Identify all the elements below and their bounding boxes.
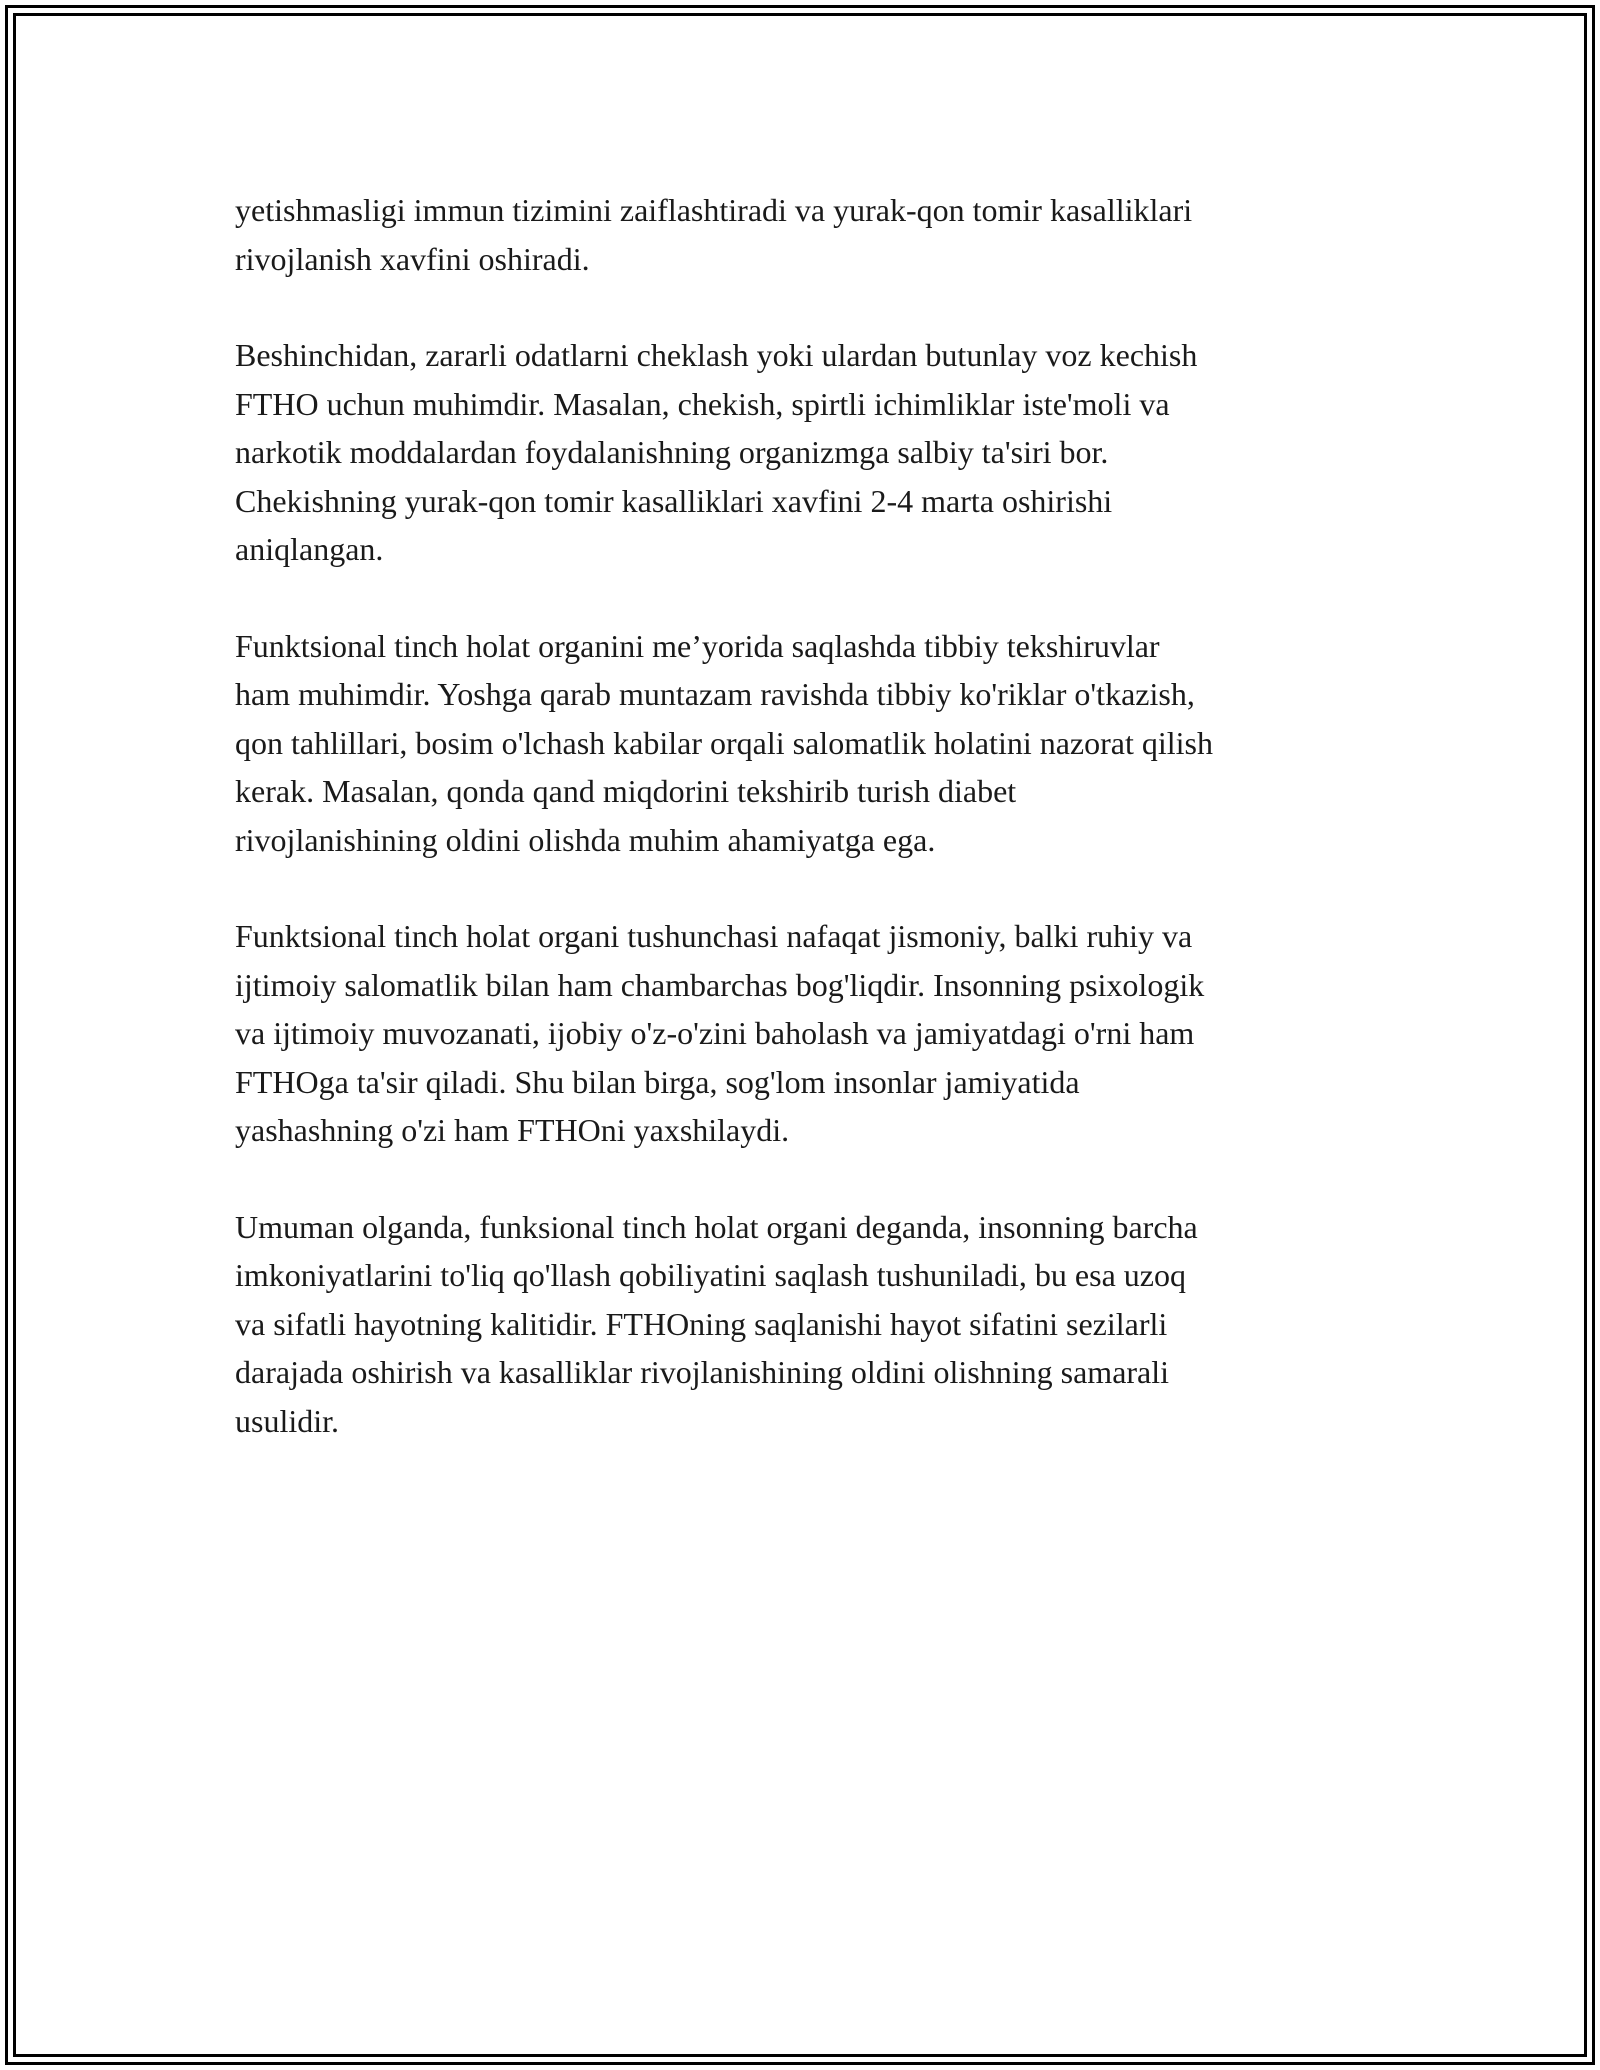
- text-line: FTHOga ta'sir qiladi. Shu bilan birga, sog'lom insonlar jamiyatida: [235, 1063, 1080, 1100]
- text-line: rivojlanish xavfini oshiradi.: [235, 240, 590, 277]
- text-line: kerak. Masalan, qonda qand miqdorini tekshirib turish diabet: [235, 773, 1017, 809]
- text-line: darajada oshirish va kasalliklar rivojlanishining oldini olishning samarali: [235, 1354, 1170, 1390]
- paragraph-1: [235, 186, 1370, 283]
- paragraph-2: [235, 331, 1370, 574]
- paragraph-3: [235, 622, 1370, 865]
- text-line: Funktsional tinch holat organini me’yorida saqlashda tibbiy tekshiruvlar: [235, 627, 1160, 664]
- text-line: narkotik moddalardan foydalanishning organizmga salbiy ta'siri bor.: [235, 434, 1109, 470]
- text-line: rivojlanishining oldini olishda muhim ahamiyatga ega.: [235, 821, 936, 858]
- text-line: yashashning o'zi ham FTHOni yaxshilaydi.: [235, 1112, 790, 1148]
- paragraph-5: [235, 1203, 1370, 1446]
- text-line: aniqlangan.: [235, 531, 384, 567]
- text-line: imkoniyatlarini to'liq qo'llash qobiliyatini saqlash tushuniladi, bu esa uzoq: [235, 1257, 1186, 1293]
- text-line: ijtimoiy salomatlik bilan ham chambarchas bog'liqdir. Insonning psixologik: [235, 966, 1205, 1003]
- text-line: FTHO uchun muhimdir. Masalan, chekish, spirtli ichimliklar iste'moli va: [235, 385, 1170, 422]
- text-line: Umuman olganda, funksional tinch holat organi deganda, insonning barcha: [235, 1208, 1198, 1245]
- text-line: Funktsional tinch holat organi tushunchasi nafaqat jismoniy, balki ruhiy va: [235, 918, 1193, 954]
- text-line: usulidir.: [235, 1402, 340, 1439]
- text-line: yetishmasligi immun tizimini zaiflashtiradi va yurak-qon tomir kasalliklari: [235, 192, 1193, 228]
- text-line: va sifatli hayotning kalitidir. FTHOning saqlanishi hayot sifatini sezilarli: [235, 1305, 1168, 1342]
- paragraph-4: [235, 912, 1370, 1155]
- document-body: [235, 186, 1370, 1493]
- text-line: Beshinchidan, zararli odatlarni cheklash yoki ulardan butunlay voz kechish: [235, 337, 1198, 373]
- text-line: qon tahlillari, bosim o'lchash kabilar orqali salomatlik holatini nazorat qilish: [235, 724, 1213, 761]
- text-line: Chekishning yurak-qon tomir kasalliklari xavfini 2-4 marta oshirishi: [235, 482, 1113, 519]
- text-line: ham muhimdir. Yoshga qarab muntazam ravishda tibbiy ko'riklar o'tkazish,: [235, 676, 1195, 712]
- text-line: va ijtimoiy muvozanati, ijobiy o'z-o'zini baholash va jamiyatdagi o'rni ham: [235, 1015, 1195, 1051]
